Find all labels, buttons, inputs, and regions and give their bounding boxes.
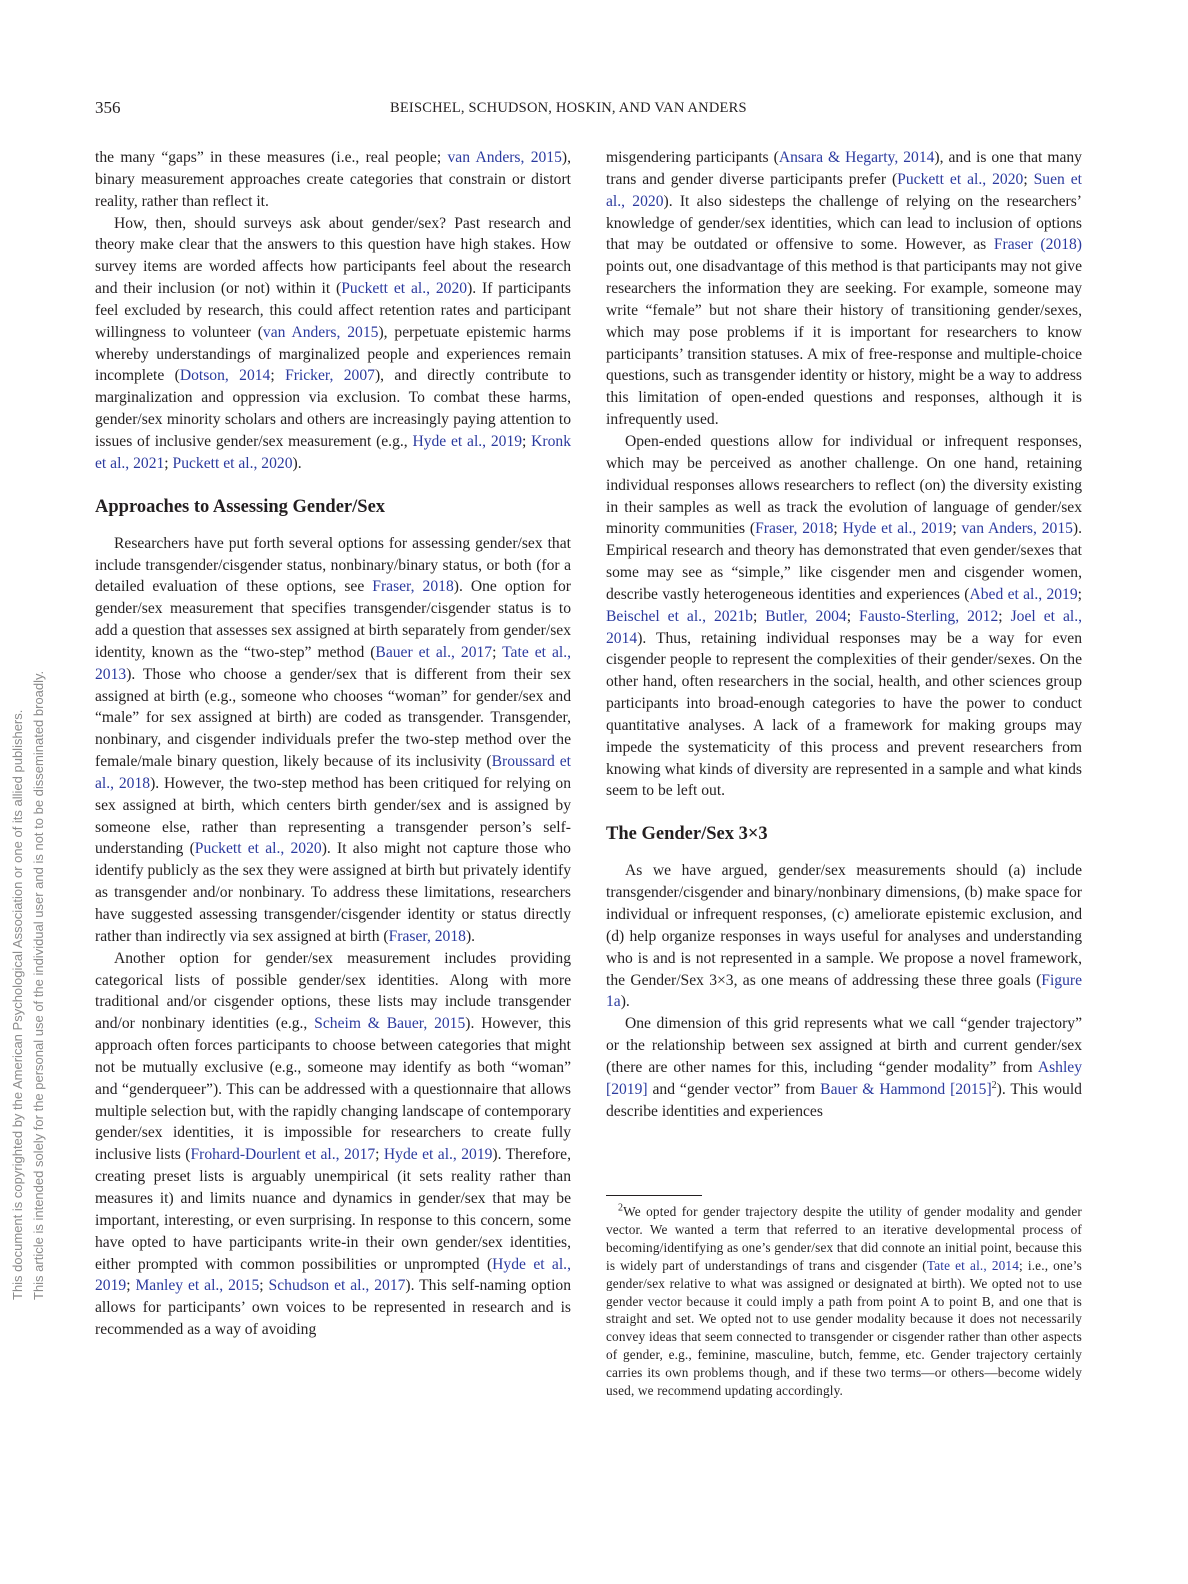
- text-run: ;: [1077, 585, 1082, 603]
- text-run: Researchers have put forth several options for assessing gender/sex that include transgender/cisgender status, nonbinary/binary status, or both (for a detailed evaluation of these options, see: [95, 534, 571, 596]
- text-run: ). Empirical research and theory has demonstrated that even gender/sexes that some may see as “simple,” like cisgender men and cisgender women, describe vastly heterogeneous identities and experiences (: [606, 520, 1083, 603]
- citation-link[interactable]: Scheim & Bauer, 2015: [314, 1015, 466, 1033]
- left-column: [95, 147, 571, 1341]
- paragraph: [95, 147, 571, 213]
- citation-link[interactable]: Bauer & Hammond [2015]: [820, 1080, 992, 1098]
- text-run: misgendering participants (: [606, 149, 779, 166]
- text-run: ).: [620, 993, 630, 1011]
- copyright-line-2: This article is intended solely for the personal use of the individual user and is not to be disseminated broadly.: [31, 670, 46, 1300]
- text-run: ). It also sidesteps the challenge of relying on the researchers’ knowledge of gender/sex identities, which can lead to inclusion of options that may be outdated or offensive to some. However, as: [606, 192, 1082, 254]
- text-run: As we have argued, gender/sex measurements should (a) include transgender/cisgender and binary/nonbinary dimensions, (b) make space for individual or infrequent responses, (c) ameliorate epistemic exclusion, and (d) help organize responses in ways useful for analyses and understanding who is and is not represented in a sample. We propose a novel framework, the Gender/Sex 3×3, as one means of addressing these three goals (: [606, 862, 1082, 989]
- citation-link[interactable]: Butler, 2004: [765, 607, 847, 625]
- citation-link[interactable]: van Anders, 2015: [447, 149, 562, 166]
- citation-link[interactable]: Puckett et al., 2020: [194, 840, 322, 858]
- footnote: [606, 1203, 1082, 1400]
- citation-link[interactable]: Puckett et al., 2020: [341, 280, 468, 298]
- text-run: ). Those who choose a gender/sex that is different from their sex assigned at birth (e.g., someone who chooses “woman” for gender/sex and “male” for sex assigned at birth) are coded as transgender. Transgender, nonbinary, and cisgender individuals prefer the two-step method over the female/male binary question, likely because of its inclusivity (: [95, 665, 571, 771]
- text-run: Approaches to Assessing Gender/Sex: [95, 496, 386, 517]
- text-run: ;: [998, 607, 1011, 625]
- text-run: ;: [164, 454, 173, 472]
- citation-link[interactable]: Fraser, 2018: [372, 578, 454, 596]
- citation-link[interactable]: Fraser, 2018: [388, 927, 466, 945]
- text-run: Another option for gender/sex measurement includes providing categorical lists of possible gender/sex identities. Along with more traditional and/or cisgender options, these lists may include transgender and/or nonbinary identities (e.g.,: [95, 949, 571, 1033]
- text-run: ), binary measurement approaches create categories that constrain or distort reality, rather than reflect it.: [95, 149, 571, 210]
- text-run: ). This would describe identities and experiences: [606, 1080, 1082, 1120]
- text-run: ;: [952, 520, 962, 538]
- section-heading: [606, 822, 1082, 846]
- citation-link[interactable]: Tate et al., 2013: [95, 643, 572, 683]
- paragraph: [606, 1203, 1082, 1400]
- citation-link[interactable]: van Anders, 2015: [262, 323, 379, 341]
- citation-link[interactable]: Hyde et al., 2019: [95, 1255, 571, 1295]
- text-run: ). However, this approach often forces participants to choose between categories that might not be mutually exclusive (e.g., someone may identify as both “woman” and “genderqueer”). This can be addressed with a questionnaire that allows multiple selection but, with the rapidly changing landscape of contemporary gender/sex identities, it is impossible for researchers to create fully inclusive lists (: [95, 1015, 571, 1164]
- text-run: ). This self-naming option allows for participants’ own voices to be represented in research and is recommended as a way of avoiding: [95, 1277, 572, 1339]
- citation-link[interactable]: Schudson et al., 2017: [268, 1277, 406, 1295]
- text-run: ).: [465, 927, 476, 945]
- citation-link[interactable]: Bauer et al., 2017: [375, 643, 493, 661]
- text-run: The Gender/Sex 3×3: [606, 824, 768, 845]
- citation-link[interactable]: Hyde et al., 2019: [383, 1146, 493, 1164]
- paragraph: [95, 213, 571, 475]
- citation-link[interactable]: Hyde et al., 2019: [412, 432, 523, 450]
- section-heading: [95, 495, 571, 519]
- text-run: points out, one disadvantage of this method is that participants may not give researchers the information they are seeking. For example, someone may write “female” but not share their history of transitioning gender/sexes, which may pose problems if it is important for researchers to know participants’ transition statuses. A mix of free-response and multiple-choice questions, such as transgender identity or history, might be a way to address this limitation of open-ended questions and responses, although it is infrequently used.: [606, 258, 1082, 429]
- right-column: [606, 147, 1082, 1122]
- footnote-marker: 2: [991, 1079, 997, 1091]
- text-run: ). Thus, retaining individual responses may be a way for even cisgender people to represent the complexities of their gender/sexes. On the other hand, often researchers in the social, health, and other sciences group participants into broad-enough categories to have the power to conduct quantitative analyses. A lack of a framework for making groups may impede the systematicity of this process and prevent researchers from knowing what kinds of diversity are represented in a sample and what kinds seem to be left out.: [606, 629, 1082, 800]
- citation-link[interactable]: van Anders, 2015: [961, 520, 1073, 538]
- text-run: and “gender vector” from: [647, 1080, 821, 1098]
- citation-link[interactable]: Suen et al., 2020: [606, 170, 1083, 210]
- running-head: BEISCHEL, SCHUDSON, HOSKIN, AND VAN ANDERS: [390, 100, 747, 116]
- citation-link[interactable]: Joel et al., 2014: [606, 607, 1083, 647]
- text-run: ;: [259, 1277, 269, 1295]
- footnote-marker: 2: [618, 1202, 624, 1214]
- citation-link[interactable]: Abed et al., 2019: [969, 585, 1078, 603]
- citation-link[interactable]: Fausto-Sterling, 2012: [859, 607, 999, 625]
- citation-link[interactable]: Beischel et al., 2021b: [606, 607, 753, 625]
- text-run: ). If participants feel excluded by research, this could affect retention rates and participant willingness to volunteer (: [95, 280, 571, 341]
- citation-link[interactable]: Puckett et al., 2020: [897, 170, 1024, 188]
- text-run: ). Therefore, creating preset lists is arguably unempirical (it sets reality rather than measures it) and limits nuance and dynamics in gender/sex that may be important, interesting, or even surprising. In response to this concern, some have opted to have participants write-in their own gender/sex identities, either prompted with common possibilities or unprompted (: [95, 1146, 571, 1273]
- page-number: 356: [95, 98, 121, 117]
- text-run: One dimension of this grid represents what we call “gender trajectory” or the relationship between sex assigned at birth and current gender/sex (there are other names for this, including “gender modality” from: [606, 1015, 1082, 1076]
- citation-link[interactable]: Fricker, 2007: [285, 367, 375, 385]
- text-run: ;: [846, 607, 860, 625]
- copyright-notice: [0, 0, 60, 1584]
- text-run: How, then, should surveys ask about gender/sex? Past research and theory make clear that the answers to this question have high stakes. How survey items are worded affects how participants feel about the research and their inclusion (or not) within it (: [95, 214, 571, 298]
- text-run: ; i.e., one’s gender/sex relative to what was assigned or designated at birth). We opted not to use gender vector because it could imply a path from point A to point B, and one that is straight and set. We opted not to use gender modality because it does not necessarily convey ideas that seem connected to transgender or cisgender rather than other aspects of gender, e.g., feminine, masculine, butch, femme, etc. Gender trajectory certainly carries its own problems though, and if these two terms—or others—become widely used, we recommend updating accordingly.: [606, 1257, 1082, 1399]
- citation-link[interactable]: Broussard et al., 2018: [95, 753, 572, 792]
- text-run: Open-ended questions allow for individual or infrequent responses, which may be perceived as another challenge. On one hand, retaining individual responses allows researchers to reflect (on) the diversity existing in their samples as well as track the evolution of language of gender/sex minority communities (: [606, 432, 1082, 538]
- text-run: ), perpetuate epistemic harms whereby understandings of marginalized people and experiences remain incomplete (: [95, 323, 571, 385]
- text-run: ;: [1023, 170, 1034, 188]
- text-run: ;: [375, 1146, 384, 1164]
- paragraph: [606, 431, 1082, 802]
- text-run: ). It also might not capture those who identify publicly as the sex they were assigned at birth but privately identify as transgender and/or nonbinary. To address these limitations, researchers have suggested assessing transgender/cisgender identity or status directly rather than indirectly via sex assigned at birth (: [95, 840, 571, 945]
- copyright-line-1: This document is copyrighted by the American Psychological Association or one of its allied publishers.: [10, 709, 25, 1300]
- paragraph: [95, 533, 571, 948]
- paragraph: [606, 1013, 1082, 1122]
- citation-link[interactable]: Dotson, 2014: [179, 367, 271, 385]
- citation-link[interactable]: Figure 1a: [606, 971, 1082, 1011]
- paragraph: [606, 860, 1082, 1013]
- citation-link[interactable]: Fraser (2018): [993, 236, 1082, 254]
- citation-link[interactable]: Frohard-Dourlent et al., 2017: [190, 1146, 376, 1164]
- text-run: ).: [292, 454, 302, 472]
- citation-link[interactable]: Puckett et al., 2020: [172, 454, 293, 472]
- text-run: ), and is one that many trans and gender diverse participants prefer (: [606, 149, 1082, 188]
- text-run: ). However, the two-step method has been critiqued for relying on sex assigned at birth, which centers birth gender/sex and is assigned by someone else, rather than representing a transgender person’s self-understanding (: [95, 774, 572, 858]
- citation-link[interactable]: Tate et al., 2014: [926, 1257, 1020, 1273]
- citation-link[interactable]: Kronk et al., 2021: [95, 432, 572, 472]
- citation-link[interactable]: Manley et al., 2015: [135, 1277, 260, 1295]
- citation-link[interactable]: Hyde et al., 2019: [842, 520, 953, 538]
- text-run: We opted for gender trajectory despite the utility of gender modality and gender vector. We wanted a term that referred to an iterative developmental process of becoming/identifying as one’s gender/sex that did connote an initial point, because this is widely part of understandings of trans and cisgender (: [606, 1204, 1082, 1273]
- paragraph: [95, 948, 571, 1341]
- text-run: ;: [492, 643, 503, 661]
- footnote-divider: [606, 1195, 702, 1196]
- text-run: the many “gaps” in these measures (i.e., real people;: [95, 149, 448, 166]
- text-run: ;: [270, 367, 286, 385]
- citation-link[interactable]: Ansara & Hegarty, 2014: [778, 149, 935, 166]
- text-run: ), and directly contribute to marginalization and oppression via exclusion. To combat these harms, gender/sex minority scholars and others are increasingly paying attention to issues of inclusive gender/sex measurement (e.g.,: [95, 367, 571, 450]
- text-run: ). One option for gender/sex measurement that specifies transgender/cisgender status is to add a question that assesses sex assigned at birth separately from gender/sex identity, known as the “two-step” method (: [95, 578, 571, 661]
- paragraph: [606, 147, 1082, 431]
- text-run: ;: [833, 520, 843, 538]
- text-run: ;: [752, 607, 766, 625]
- text-run: ;: [522, 432, 532, 450]
- text-run: ;: [126, 1277, 136, 1295]
- citation-link[interactable]: Ashley [2019]: [606, 1058, 1082, 1098]
- citation-link[interactable]: Fraser, 2018: [755, 520, 834, 538]
